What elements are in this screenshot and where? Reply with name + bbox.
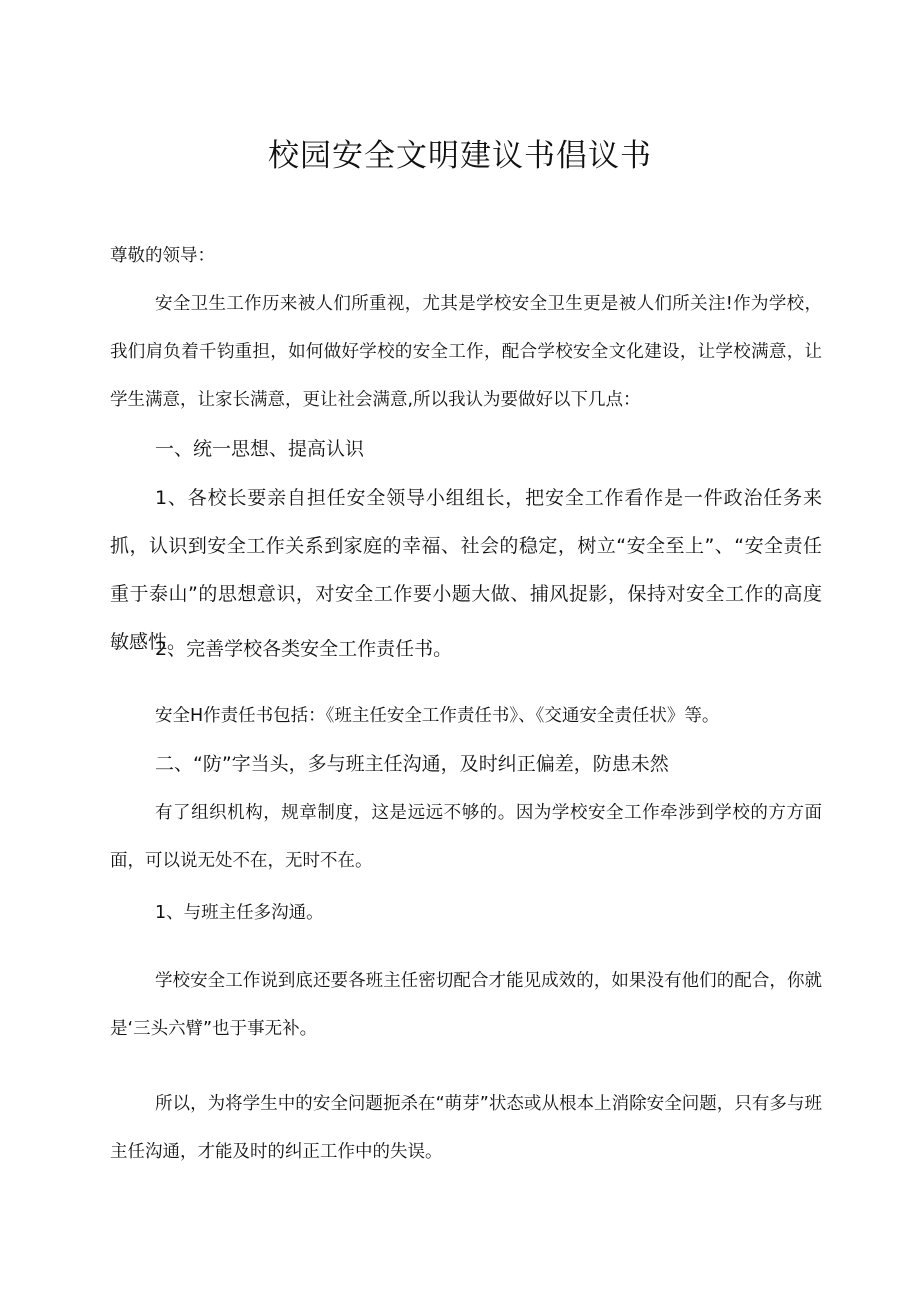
paragraph-conclusion: 所以，为将学生中的安全问题扼杀在“萌芽”状态或从根本上消除安全问题，只有多与班主任沟通，才能及时的纠正工作中的失误。 (110, 1094, 822, 1162)
paragraph-item-2: 2、完善学校各类安全工作责任书。 (155, 638, 453, 660)
paragraph-intro: 安全卫生工作历来被人们所重视，尤其是学校安全卫生更是被人们所关注!作为学校，我们肩负着千钧重担，如何做好学校的安全工作，配合学校安全文化建设，让学校满意，让学生满意，让家长满意，更让社会满意,所以我认为要做好以下几点： (110, 294, 822, 410)
section-heading-2: 二、“防”字当头，多与班主任沟通，及时纠正偏差，防患未然 (155, 753, 669, 775)
paragraph-sub-item-1: 1、与班主任多沟通。 (155, 903, 324, 923)
section-heading-1: 一、统一思想、提高认识 (155, 438, 365, 460)
salutation: 尊敬的领导： (110, 246, 215, 266)
paragraph-responsibility-list: 安全H作责任书包括：《班主任安全工作责任书》、《交通安全责任状》等。 (155, 706, 720, 726)
paragraph-item-1: 1、各校长要亲自担任安全领导小组组长，把安全工作看作是一件政治任务来抓，认识到安全工作关系到家庭的幸福、社会的稳定，树立“安全至上”、“安全责任重于泰山”的思想意识，对安全工作要小题大做、捕风捉影，保持对安全工作的高度敏感性。 (110, 487, 822, 653)
paragraph-organization: 有了组织机构，规章制度，这是远远不够的。因为学校安全工作牵涉到学校的方方面面，可以说无处不在，无时不在。 (110, 803, 822, 871)
paragraph-cooperation: 学校安全工作说到底还要各班主任密切配合才能见成效的，如果没有他们的配合，你就是‘三头六臂”也于事无补。 (110, 971, 822, 1039)
document-title: 校园安全文明建议书倡议书 (268, 138, 652, 174)
